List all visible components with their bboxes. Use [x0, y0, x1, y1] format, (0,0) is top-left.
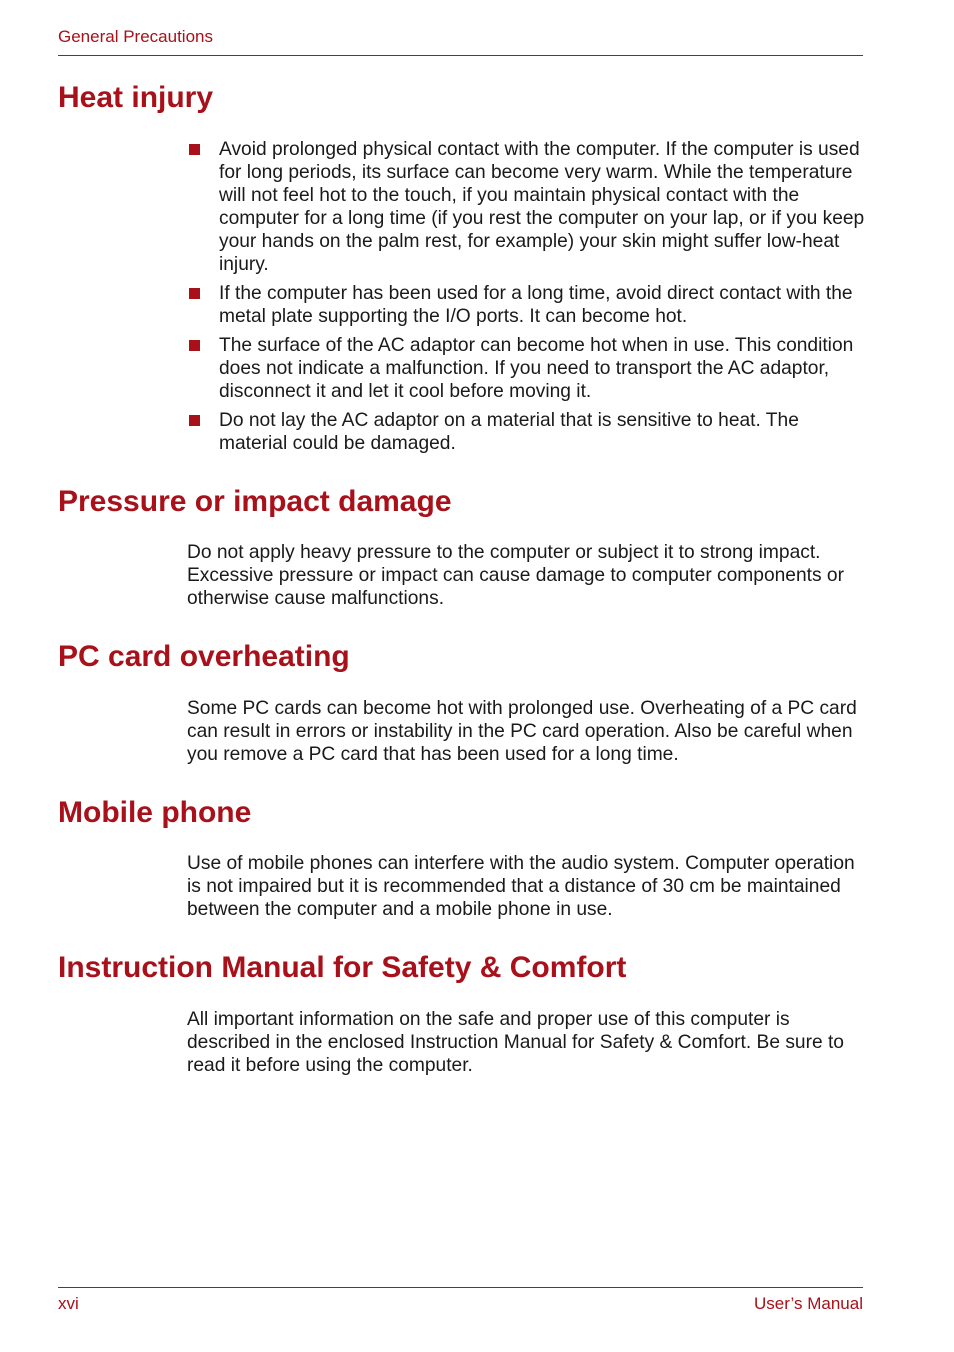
square-bullet-icon: [189, 144, 200, 155]
square-bullet-icon: [189, 415, 200, 426]
heat-injury-list: [187, 138, 867, 461]
list-item: [187, 138, 867, 276]
bullet-text: Avoid prolonged physical contact with the computer. If the computer is used for long periods, its surface can become very warm. While the temperature will not feel hot to the touch, if you maintain physical contact with the computer for a long time (if you rest the computer on your lap, or if you keep your hands on the palm rest, for example) your skin might suffer low-heat injury.: [219, 139, 865, 275]
running-header-title: General Precautions: [58, 27, 213, 46]
page-header: [58, 26, 863, 56]
list-item: [187, 409, 867, 455]
bullet-text: The surface of the AC adaptor can become hot when in use. This condition does not indicate a malfunction. If you need to transport the AC adaptor, disconnect it and let it cool before moving it.: [219, 335, 854, 402]
list-item: [187, 334, 867, 403]
manual-title: User’s Manual: [754, 1294, 863, 1313]
page-number: xvi: [58, 1294, 79, 1313]
heading-mobile-phone: Mobile phone: [58, 796, 252, 829]
square-bullet-icon: [189, 288, 200, 299]
list-item: [187, 282, 867, 328]
heading-heat-injury: Heat injury: [58, 81, 214, 114]
square-bullet-icon: [189, 340, 200, 351]
instruction-manual-text: All important information on the safe and proper use of this computer is described in the enclosed Instruction Manual for Safety & Comfort. Be sure to read it before using the computer.: [187, 1009, 844, 1076]
mobile-phone-text: Use of mobile phones can interfere with the audio system. Computer operation is not impaired but it is recommended that a distance of 30 cm be maintained between the computer and a mobile phone in use.: [187, 853, 855, 920]
pressure-impact-text: Do not apply heavy pressure to the computer or subject it to strong impact. Excessive pressure or impact can cause damage to computer components or otherwise cause malfunctions.: [187, 542, 844, 609]
bullet-text: If the computer has been used for a long time, avoid direct contact with the metal plate supporting the I/O ports. It can become hot.: [219, 283, 853, 327]
pc-card-overheating-text: Some PC cards can become hot with prolonged use. Overheating of a PC card can result in errors or instability in the PC card operation. Also be careful when you remove a PC card that has been used for a long time.: [187, 698, 857, 765]
page-footer: [58, 1287, 863, 1318]
heading-pressure-impact: Pressure or impact damage: [58, 485, 452, 518]
heading-pc-card-overheating: PC card overheating: [58, 640, 350, 673]
heading-instruction-manual: Instruction Manual for Safety & Comfort: [58, 951, 627, 984]
bullet-text: Do not lay the AC adaptor on a material that is sensitive to heat. The material could be damaged.: [219, 410, 799, 454]
